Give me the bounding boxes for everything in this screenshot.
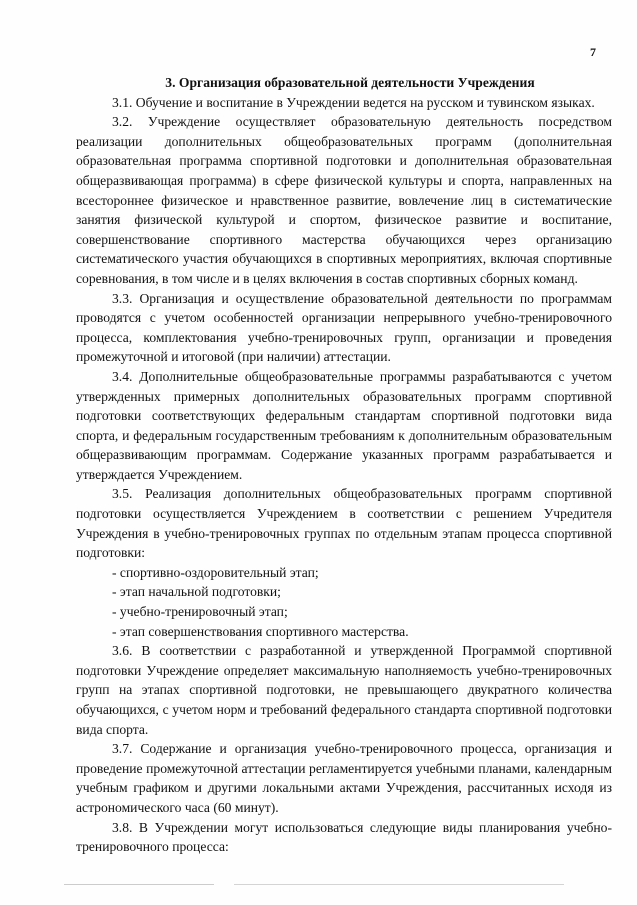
page-number: 7	[590, 45, 596, 59]
paragraph-3-2: 3.2. Учреждение осуществляет образовательную деятельность посредством реализации дополнительных общеобразовательных программ (дополнительная образовательная программа спортивной подготовки и дополнительная образовательная общеразвивающая программа) в сфере физической культуры и спорта, направленных на всестороннее физическое и нравственное развитие, вовлечение лиц в систематические занятия физической культурой и спортом, физическое развитие и воспитание, совершенствование спортивного мастерства обучающихся через организацию систематического участия обучающихся в спортивных мероприятиях, включая спортивные соревнования, в том числе и в целях включения в состав спортивных сборных команд.	[76, 114, 612, 286]
paragraph-3-8: 3.8. В Учреждении могут использоваться следующие виды планирования учебно-тренировочного процесса:	[76, 819, 612, 855]
scan-edge-line	[64, 884, 564, 885]
list-item: - учебно-тренировочный этап;	[112, 604, 288, 620]
document-body	[76, 73, 612, 857]
paragraph-3-4: 3.4. Дополнительные общеобразовательные программы разрабатываются с учетом утвержденных примерных дополнительных образовательных программ спортивной подготовки соответствующих федеральным стандартам спортивной подготовки вида спорта, и федеральным государственным требованиям к дополнительным образовательным общеразвивающим программам. Содержание указанных программ разрабатывается и утверждается Учреждением.	[76, 368, 612, 482]
paragraph-3-3: 3.3. Организация и осуществление образовательной деятельности по программам проводятся с учетом особенностей организации непрерывного учебно-тренировочного процесса, комплектования учебно-тренировочных групп, организации и проведения промежуточной и итоговой (при наличии) аттестации.	[76, 290, 612, 365]
stages-list	[76, 563, 612, 641]
section-heading: 3. Организация образовательной деятельности Учреждения	[165, 75, 535, 90]
list-item: - этап начальной подготовки;	[112, 584, 281, 600]
paragraph-3-7: 3.7. Содержание и организация учебно-тренировочного процесса, организация и проведение промежуточной аттестации регламентируется учебными планами, календарным учебным графиком и другими локальными актами Учреждения, рассчитанных исходя из астрономического часа (60 минут).	[76, 741, 612, 815]
paragraph-3-6: 3.6. В соответствии с разработанной и утвержденной Программой спортивной подготовки Учреждение определяет максимальную наполняемость учебно-тренировочных групп на этапах спортивной подготовки, не превышающего двукратного количества обучающихся, с учетом норм и требований федерального стандарта спортивной подготовки вида спорта.	[76, 643, 612, 737]
paragraph-3-5: 3.5. Реализация дополнительных общеобразовательных программ спортивной подготовки осуществляется Учреждением в соответствии с решением Учредителя Учреждения в учебно-тренировочных группах по отдельным этапам процесса спортивной подготовки:	[76, 486, 612, 561]
list-item: - этап совершенствования спортивного мастерства.	[112, 623, 409, 639]
paragraph-3-1: 3.1. Обучение и воспитание в Учреждении ведется на русском и тувинском языках.	[112, 94, 595, 110]
list-item: - спортивно-оздоровительный этап;	[112, 564, 319, 580]
